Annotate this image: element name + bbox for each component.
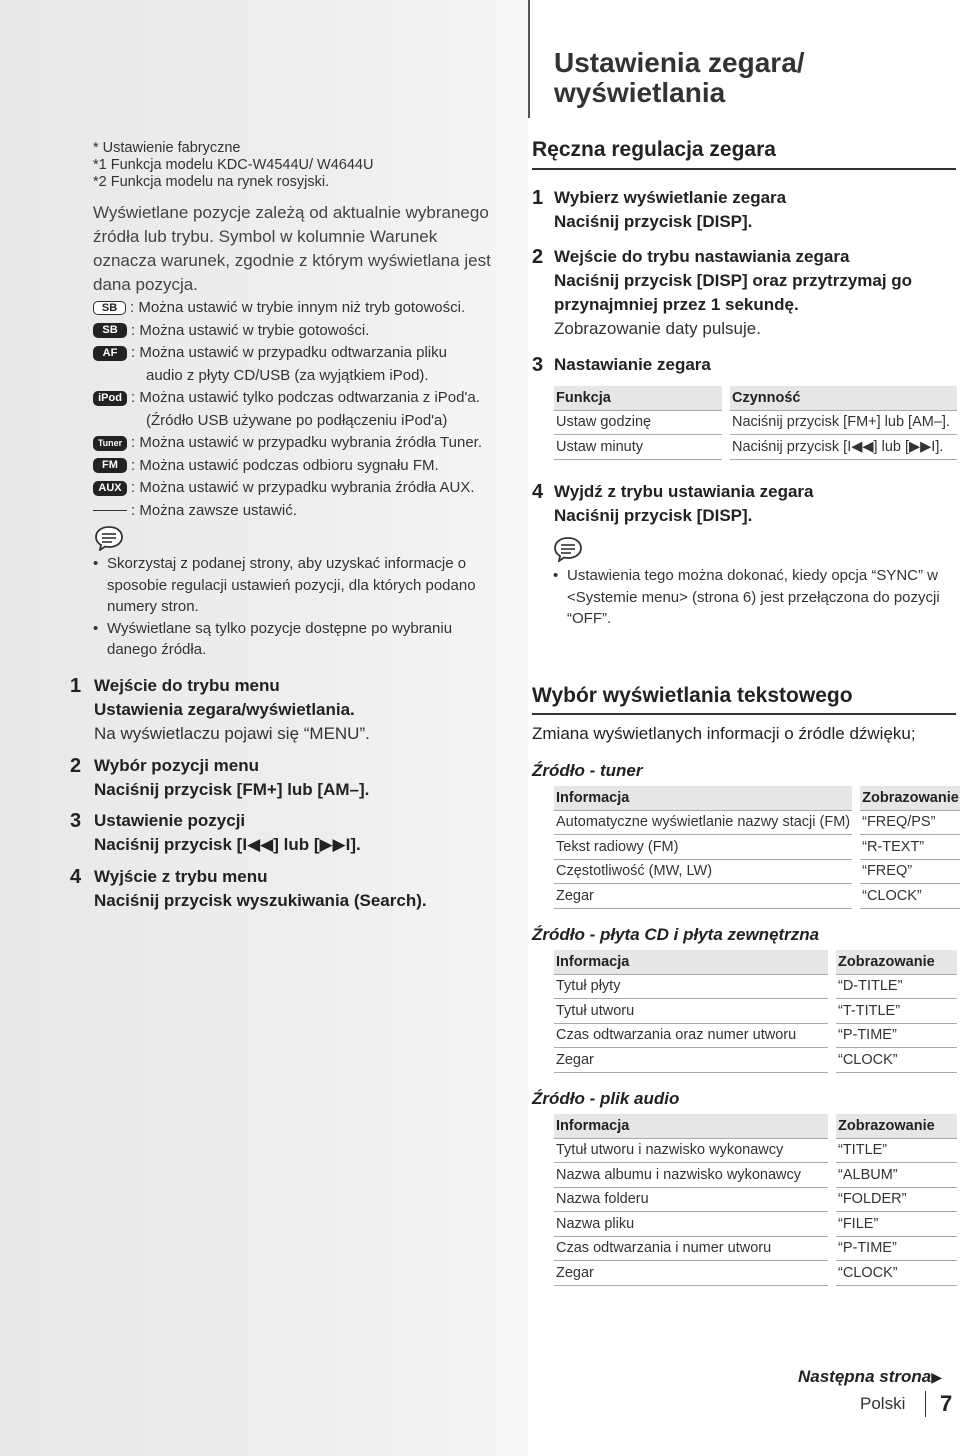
clock-table bbox=[554, 386, 957, 460]
step-title: Wejście do trybu nastawiania zegara bbox=[554, 247, 850, 266]
step-instruction: Naciśnij przycisk [DISP] oraz przytrzymaj go bbox=[554, 271, 913, 290]
table-row bbox=[554, 835, 960, 860]
table-cell: Naciśnij przycisk [FM+] lub [AM–]. bbox=[726, 410, 957, 435]
step-instruction: Naciśnij przycisk [FM+] lub [AM–]. bbox=[94, 780, 370, 799]
legend-row-ipod-cont: (Źródło USB używane po podłączeniu iPod'a) bbox=[146, 411, 448, 429]
table-cell: Ustaw godzinę bbox=[554, 410, 726, 435]
table-cell: “TITLE” bbox=[832, 1138, 957, 1163]
step-number: 2 bbox=[532, 246, 544, 268]
clock-notes-list bbox=[553, 565, 953, 630]
table-header: Czynność bbox=[726, 386, 957, 410]
step-number: 1 bbox=[532, 187, 544, 209]
table-header: Informacja bbox=[554, 950, 832, 974]
table-cell: Zegar bbox=[554, 1048, 832, 1073]
menu-step-3 bbox=[70, 809, 510, 857]
table-header-row bbox=[554, 950, 957, 974]
page-number: 7 bbox=[940, 1391, 953, 1416]
section-rule bbox=[532, 168, 956, 170]
section-title-clock: Ręczna regulacja zegara bbox=[532, 138, 776, 161]
cd-table bbox=[554, 950, 957, 1073]
tuner-heading: Źródło - tuner bbox=[532, 761, 643, 780]
audio-heading: Źródło - plik audio bbox=[532, 1089, 680, 1108]
table-cell: “D-TITLE” bbox=[832, 974, 957, 999]
footnote-factory: * Ustawienie fabryczne bbox=[93, 140, 241, 156]
notes-list bbox=[93, 553, 503, 661]
table-cell: “T-TITLE” bbox=[832, 999, 957, 1024]
legend-row-sb-fill bbox=[93, 320, 523, 343]
table-row bbox=[554, 999, 957, 1024]
tuner-badge: Tuner bbox=[93, 436, 127, 451]
clock-step-1 bbox=[532, 186, 952, 234]
step-number: 4 bbox=[532, 481, 544, 503]
step-instruction: Naciśnij przycisk [DISP]. bbox=[554, 212, 753, 231]
legend-row-ipod bbox=[93, 387, 523, 410]
table-cell: Czas odtwarzania oraz numer utworu bbox=[554, 1023, 832, 1048]
step-instruction: Naciśnij przycisk wyszukiwania (Search). bbox=[94, 891, 427, 910]
table-cell: Czas odtwarzania i numer utworu bbox=[554, 1236, 832, 1261]
step-instruction: Naciśnij przycisk [I◀◀] lub [▶▶I]. bbox=[94, 835, 361, 854]
step-title: Wyjście z trybu menu bbox=[94, 867, 268, 886]
footnotes bbox=[93, 140, 373, 191]
note-icon bbox=[553, 536, 583, 562]
next-page-link[interactable] bbox=[798, 1367, 942, 1387]
table-cell: Częstotliwość (MW, LW) bbox=[554, 859, 856, 884]
step-number: 4 bbox=[70, 866, 82, 888]
clock-step-3 bbox=[532, 353, 952, 377]
table-cell: “ALBUM” bbox=[832, 1163, 957, 1188]
table-header: Informacja bbox=[554, 786, 856, 810]
step-result: Zobrazowanie daty pulsuje. bbox=[554, 319, 761, 338]
legend-text: : Można zawsze ustawić. bbox=[131, 501, 297, 519]
note-item: • Ustawienia tego można dokonać, kiedy opcja “SYNC” w <Systemie menu> (strona 6) jest przełączona do pozycji “OFF”. bbox=[553, 565, 953, 630]
table-cell: Tekst radiowy (FM) bbox=[554, 835, 856, 860]
table-row bbox=[554, 1023, 957, 1048]
table-row bbox=[554, 974, 957, 999]
menu-step-4 bbox=[70, 865, 510, 913]
table-row bbox=[554, 1048, 957, 1073]
table-header: Zobrazowanie bbox=[832, 1114, 957, 1138]
footnote-2-mark: *2 bbox=[93, 174, 107, 190]
table-header-row bbox=[554, 386, 957, 410]
clock-step-2 bbox=[532, 245, 952, 341]
table-cell: “FILE” bbox=[832, 1212, 957, 1237]
legend-row-tuner bbox=[93, 432, 523, 455]
language-label: Polski bbox=[860, 1394, 906, 1413]
table-row bbox=[554, 810, 960, 835]
intro-text: Wyświetlane pozycje zależą od aktualnie wybranego źródła lub trybu. Symbol w kolumnie Warunek oznacza warunek, zgodnie z którym wyświetlana jest dana pozycja. bbox=[93, 203, 491, 294]
note-item: • Wyświetlane są tylko pozycje dostępne po wybraniu danego źródła. bbox=[93, 618, 503, 661]
table-cell: Tytuł utworu bbox=[554, 999, 832, 1024]
step-title: Wybierz wyświetlanie zegara bbox=[554, 188, 787, 207]
table-row bbox=[554, 859, 960, 884]
table-row bbox=[554, 1261, 957, 1286]
legend-row-fm bbox=[93, 455, 523, 478]
section-title-text-display: Wybór wyświetlania tekstowego bbox=[532, 684, 853, 707]
step-title: Wyjdź z trybu ustawiania zegara bbox=[554, 482, 814, 501]
footnote-1-text: Funkcja modelu KDC-W4544U/ W4644U bbox=[110, 157, 374, 173]
menu-step-2 bbox=[70, 754, 510, 802]
sb-fill-badge: SB bbox=[93, 323, 127, 338]
legend-row-af-cont: audio z płyty CD/USB (za wyjątkiem iPod). bbox=[146, 366, 429, 384]
step-instruction: Naciśnij przycisk [DISP]. bbox=[554, 506, 753, 525]
note-item: • Skorzystaj z podanej strony, aby uzyskać informacje o sposobie regulacji ustawień pozycji, dla których podano numery stron. bbox=[93, 553, 503, 618]
ipod-badge: iPod bbox=[93, 391, 127, 406]
step-title: Wybór pozycji menu bbox=[94, 756, 259, 775]
fm-badge: FM bbox=[93, 458, 127, 473]
footnote-1 bbox=[93, 157, 373, 174]
dash-symbol bbox=[93, 510, 127, 511]
table-row bbox=[554, 1212, 957, 1237]
legend-text: : Można ustawić w przypadku wybrania źródła AUX. bbox=[131, 479, 475, 496]
table-cell: “FREQ” bbox=[856, 859, 960, 884]
table-cell: Ustaw minuty bbox=[554, 435, 726, 460]
note-icon bbox=[94, 525, 124, 551]
table-cell: Automatyczne wyświetlanie nazwy stacji (FM) bbox=[554, 810, 856, 835]
clock-step-4 bbox=[532, 480, 952, 528]
table-cell: “P-TIME” bbox=[832, 1236, 957, 1261]
step-number: 3 bbox=[532, 354, 544, 376]
tuner-table bbox=[554, 786, 960, 909]
table-cell: Nazwa albumu i nazwisko wykonawcy bbox=[554, 1163, 832, 1188]
legend-row-af bbox=[93, 342, 523, 365]
table-cell: “CLOCK” bbox=[832, 1048, 957, 1073]
section-rule bbox=[532, 713, 956, 715]
audio-table bbox=[554, 1114, 957, 1286]
table-cell: “FOLDER” bbox=[832, 1187, 957, 1212]
legend-text: : Można ustawić w trybie gotowości. bbox=[131, 321, 370, 339]
table-header: Zobrazowanie bbox=[832, 950, 957, 974]
footnote-2 bbox=[93, 174, 373, 191]
menu-step-1 bbox=[70, 674, 510, 746]
table-cell: “CLOCK” bbox=[832, 1261, 957, 1286]
table-cell: Tytuł płyty bbox=[554, 974, 832, 999]
table-header: Funkcja bbox=[554, 386, 726, 410]
table-cell: Tytuł utworu i nazwisko wykonawcy bbox=[554, 1138, 832, 1163]
step-title: Ustawienie pozycji bbox=[94, 811, 246, 830]
next-page-arrow-icon: ▶ bbox=[931, 1369, 942, 1385]
cd-heading: Źródło - płyta CD i płyta zewnętrzna bbox=[532, 925, 820, 944]
step-number: 2 bbox=[70, 755, 82, 777]
table-row bbox=[554, 884, 960, 909]
step-title: Wejście do trybu menu bbox=[94, 676, 280, 695]
step-result: Na wyświetlaczu pojawi się “MENU”. bbox=[94, 724, 370, 743]
next-page-label: Następna strona bbox=[798, 1367, 932, 1386]
table-row bbox=[554, 410, 957, 435]
table-row bbox=[554, 1138, 957, 1163]
legend-row-aux bbox=[93, 477, 523, 500]
table-cell: “P-TIME” bbox=[832, 1023, 957, 1048]
table-cell: Zegar bbox=[554, 884, 856, 909]
table-header: Zobrazowanie bbox=[856, 786, 960, 810]
step-instruction-cont: przynajmniej przez 1 sekundę. bbox=[554, 295, 799, 314]
table-cell: “CLOCK” bbox=[856, 884, 960, 909]
table-cell: “FREQ/PS” bbox=[856, 810, 960, 835]
table-cell: Zegar bbox=[554, 1261, 832, 1286]
legend-text: : Można ustawić w trybie innym niż tryb gotowości. bbox=[130, 299, 466, 316]
section-subtitle: Zmiana wyświetlanych informacji o źródle dźwięku; bbox=[532, 724, 916, 743]
table-header: Informacja bbox=[554, 1114, 832, 1138]
footnote-2-text: Funkcja modelu na rynek rosyjski. bbox=[110, 174, 330, 190]
legend-text: : Można ustawić w przypadku odtwarzania pliku bbox=[131, 344, 447, 361]
table-row bbox=[554, 435, 957, 460]
page-title: Ustawienia zegara/ wyświetlania bbox=[554, 47, 805, 108]
table-row bbox=[554, 1187, 957, 1212]
table-row bbox=[554, 1236, 957, 1261]
table-cell: Nazwa folderu bbox=[554, 1187, 832, 1212]
footnote-1-mark: *1 bbox=[93, 157, 107, 173]
table-row bbox=[554, 1163, 957, 1188]
step-number: 1 bbox=[70, 675, 82, 697]
table-header-row bbox=[554, 786, 960, 810]
step-instruction: Ustawienia zegara/wyświetlania. bbox=[94, 700, 355, 719]
table-cell: Nazwa pliku bbox=[554, 1212, 832, 1237]
footer-divider bbox=[925, 1391, 926, 1417]
table-header-row bbox=[554, 1114, 957, 1138]
step-title: Nastawianie zegara bbox=[554, 355, 711, 374]
title-divider bbox=[528, 0, 530, 118]
legend-text: : Można ustawić podczas odbioru sygnału FM. bbox=[131, 456, 439, 474]
legend-text: : Można ustawić tylko podczas odtwarzania z iPod'a. bbox=[131, 389, 480, 406]
sb-outline-badge: SB bbox=[93, 301, 126, 315]
af-badge: AF bbox=[93, 346, 127, 361]
table-cell: “R-TEXT” bbox=[856, 835, 960, 860]
legend-row-sb-outline bbox=[93, 297, 523, 320]
condition-legend bbox=[93, 297, 523, 522]
legend-text: : Można ustawić w przypadku wybrania źródła Tuner. bbox=[131, 434, 482, 451]
aux-badge: AUX bbox=[93, 481, 127, 496]
step-number: 3 bbox=[70, 810, 82, 832]
legend-row-dash bbox=[93, 500, 523, 523]
table-cell: Naciśnij przycisk [I◀◀] lub [▶▶I]. bbox=[726, 435, 957, 460]
